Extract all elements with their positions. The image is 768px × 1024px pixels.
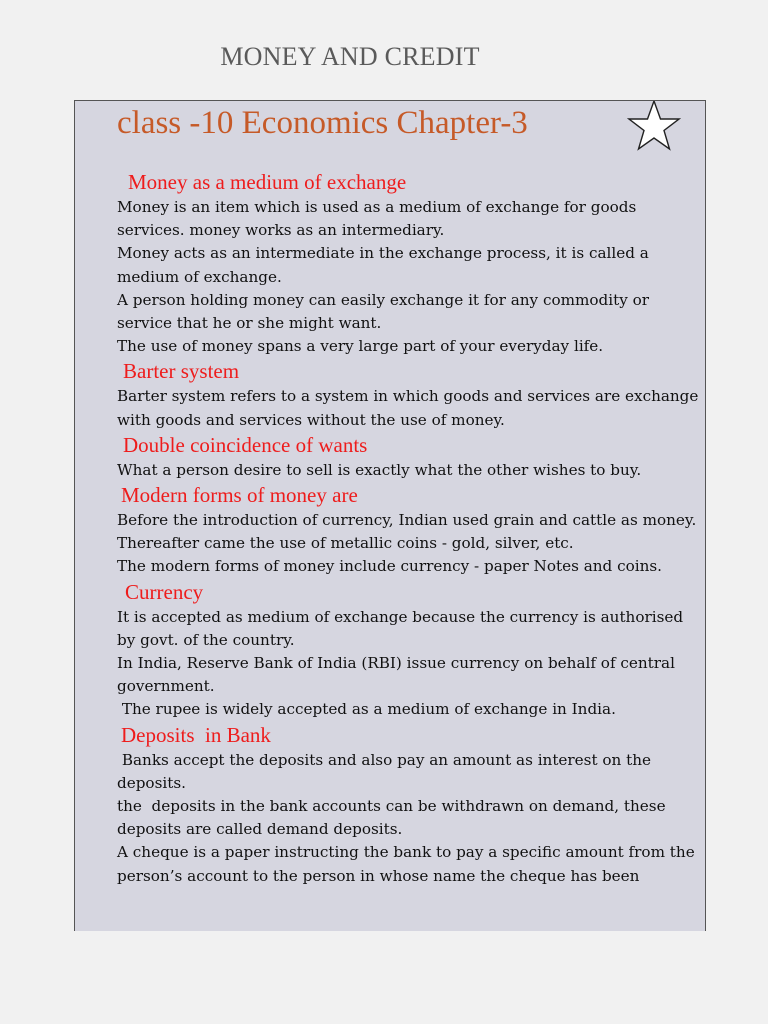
paragraph: The rupee is widely accepted as a medium of exchange in India.: [117, 700, 616, 719]
paragraph: Banks accept the deposits and also pay an amount as interest on the deposits.: [117, 750, 656, 792]
section-heading: Barter system: [123, 359, 240, 384]
section-heading: Money as a medium of exchange: [128, 170, 407, 194]
paragraph: Barter system refers to a system in which goods and services are exchange with goods and services without the use of money.: [117, 387, 699, 429]
section-deposits: [117, 722, 702, 888]
paragraph: A person holding money can easily exchange it for any commodity or service that he or she might want.: [117, 290, 650, 333]
paragraph: the deposits in the bank accounts can be withdrawn on demand, these deposits are called demand deposits.: [117, 797, 671, 839]
content-card: [74, 100, 706, 931]
section-money-medium: [117, 169, 702, 358]
card-heading: class -10 Economics Chapter-3: [117, 105, 528, 141]
paragraph: Thereafter came the use of metallic coins - gold, silver, etc.: [117, 534, 574, 553]
paragraph: The modern forms of money include currency - paper Notes and coins.: [117, 557, 662, 576]
paragraph: Money acts as an intermediate in the exchange process, it is called a medium of exchange.: [117, 244, 649, 286]
paragraph: Money is an item which is used as a medium of exchange for goods services. money works as an intermediary.: [117, 198, 637, 240]
section-modern-forms: [117, 482, 702, 579]
section-barter-system: [117, 358, 702, 431]
section-heading: Double coincidence of wants: [123, 432, 368, 457]
section-heading: Currency: [125, 579, 204, 604]
paragraph: A cheque is a paper instructing the bank to pay a specific amount from the person’s account to the person in whose name the cheque has been: [117, 843, 695, 885]
section-double-coincidence: [117, 432, 702, 482]
paragraph: In India, Reserve Bank of India (RBI) issue currency on behalf of central government.: [117, 654, 675, 696]
paragraph: It is accepted as medium of exchange because the currency is authorised by govt. of the country.: [117, 607, 684, 649]
section-currency: [117, 579, 702, 722]
star-icon: [627, 100, 681, 155]
paragraph: The use of money spans a very large part of your everyday life.: [117, 337, 604, 356]
paragraph: What a person desire to sell is exactly what the other wishes to buy.: [117, 460, 642, 479]
sections-container: [117, 169, 702, 888]
section-heading: Deposits in Bank: [121, 722, 271, 747]
section-heading: Modern forms of money are: [121, 483, 358, 508]
paragraph: Before the introduction of currency, Indian used grain and cattle as money.: [117, 511, 697, 530]
document-title: MONEY AND CREDIT: [220, 42, 480, 71]
